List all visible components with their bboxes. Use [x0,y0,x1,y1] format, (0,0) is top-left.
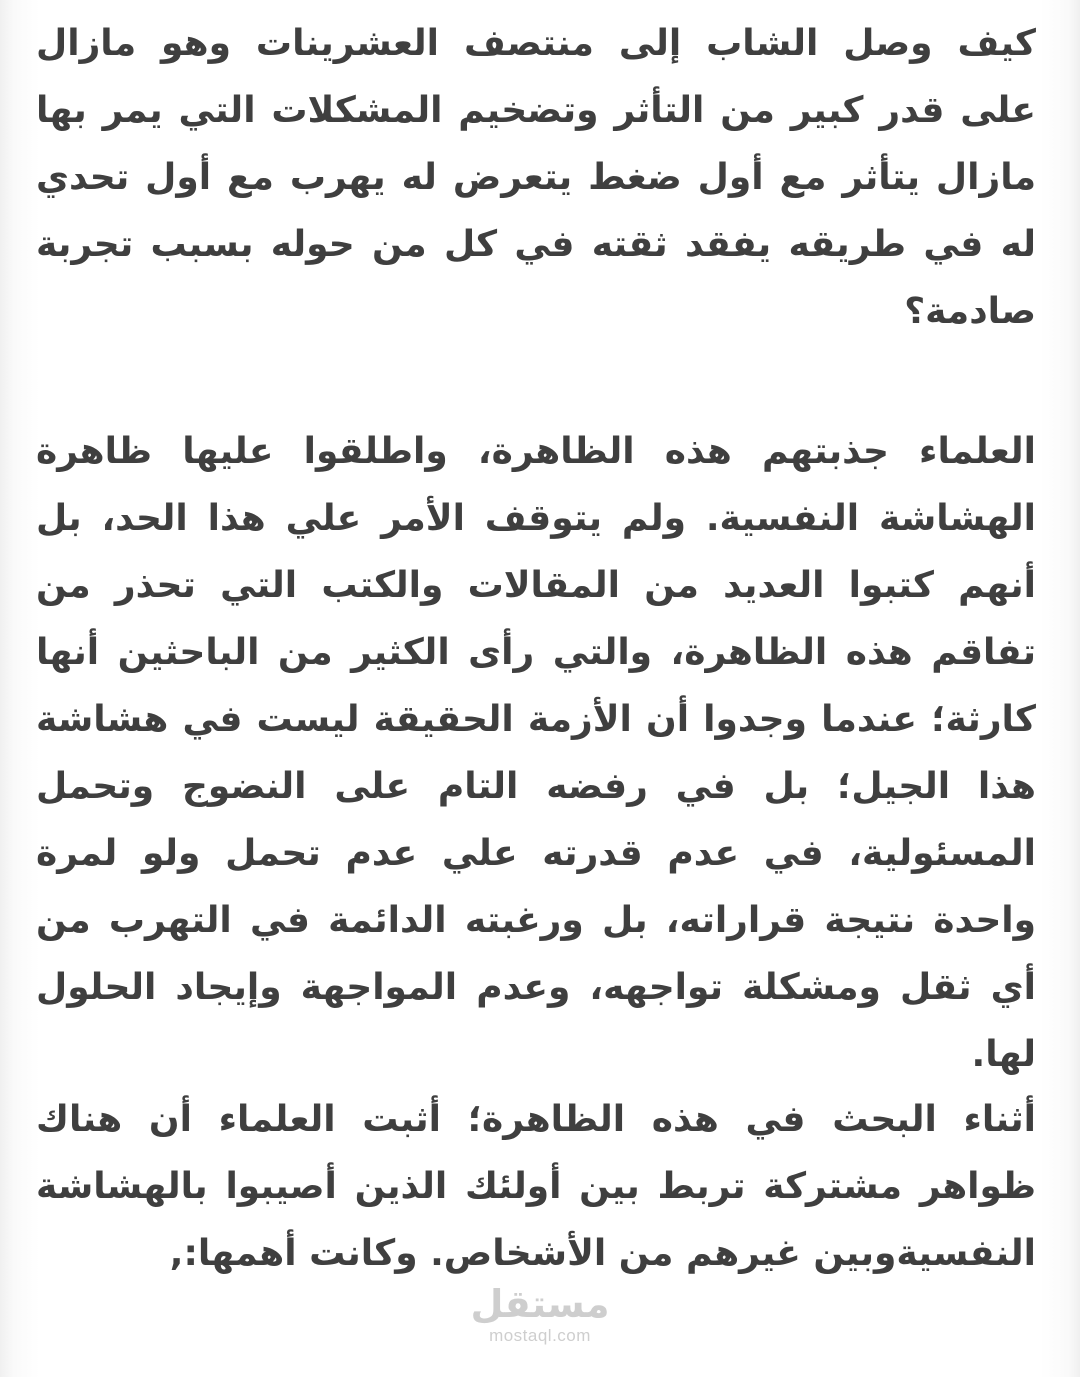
watermark-site-url: mostaql.com [489,1326,591,1345]
article-paragraph-1: كيف وصل الشاب إلى منتصف العشرينات وهو مازال على قدر كبير من التأثر وتضخيم المشكلات التي يمر بها مازال يتأثر مع أول ضغط يتعرض له يهرب مع أول تحدي له في طريقه يفقد ثقته في كل من حوله بسبب تجربة صادمة؟ [36,23,1036,332]
article-paragraph-2: العلماء جذبتهم هذه الظاهرة، واطلقوا عليها ظاهرة الهشاشة النفسية. ولم يتوقف الأمر علي هذا الحد، بل أنهم كتبوا العديد من المقالات والكتب التي تحذر من تفاقم هذه الظاهرة، والتي رأى الكثير من الباحثين أنها كارثة؛ عندما وجدوا أن الأزمة الحقيقة ليست في هشاشة هذا الجيل؛ بل في رفضه التام على النضوج وتحمل المسئولية، في عدم قدرته علي عدم تحمل ولو لمرة واحدة نتيجة قراراته، بل ورغبته الدائمة في التهرب من أي ثقل ومشكلة تواجهه، وعدم المواجهة وإيجاد الحلول لها. [36,431,1036,1075]
watermark-arabic-logo: مستقل [470,1282,610,1326]
mostaql-watermark [470,1282,610,1346]
article-paragraph-3: أثناء البحث في هذه الظاهرة؛ أثبت العلماء أن هناك ظواهر مشتركة تربط بين أولئك الذين أصيبوا بالهشاشة النفسيةوبين غيرهم من الأشخاص. وكانت أهمها:, [36,1099,1036,1274]
